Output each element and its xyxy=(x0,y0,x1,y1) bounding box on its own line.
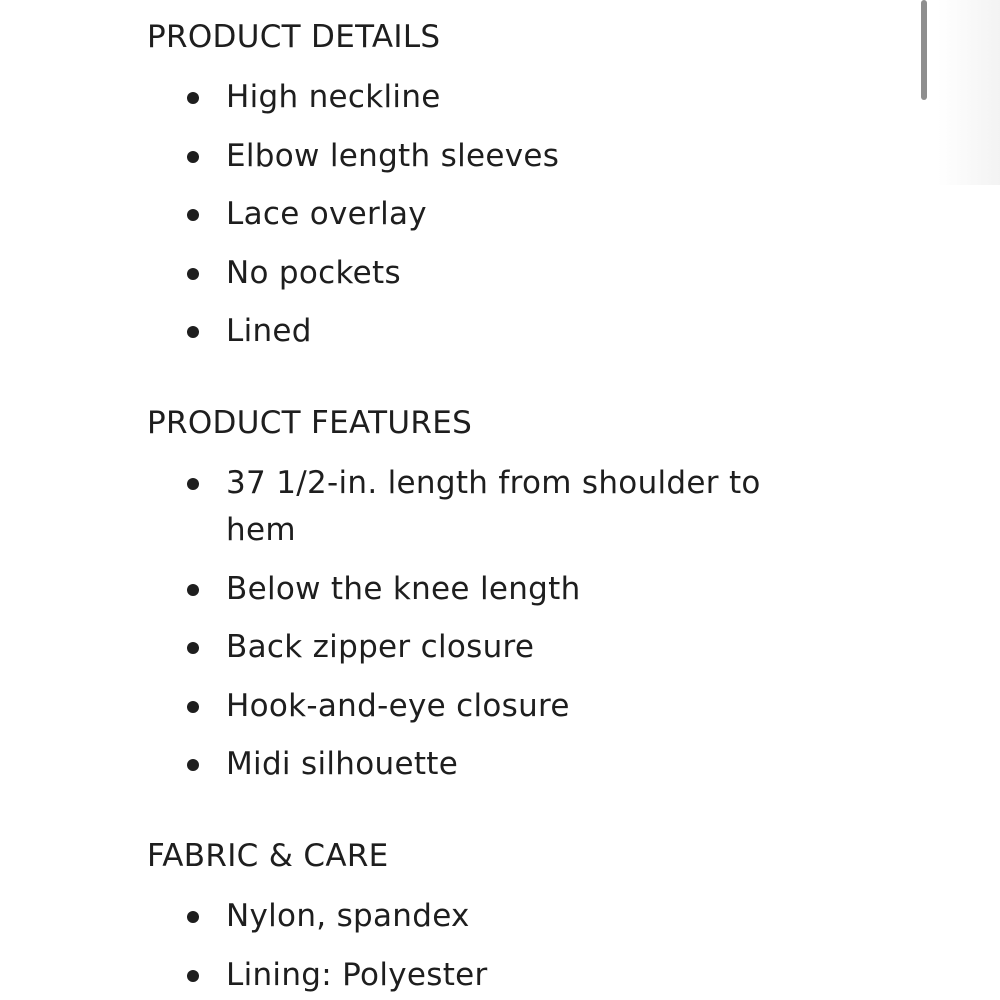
bullet-icon xyxy=(187,970,199,982)
list-item xyxy=(147,460,826,554)
list-item xyxy=(147,683,826,730)
product-details-heading: PRODUCT DETAILS xyxy=(147,19,441,55)
product-features-heading: PRODUCT FEATURES xyxy=(147,405,473,441)
list-item xyxy=(147,741,826,788)
list-item xyxy=(147,74,826,121)
product-details-list xyxy=(147,74,826,355)
list-item-text: No pockets xyxy=(226,254,401,291)
list-item xyxy=(147,624,826,671)
list-item xyxy=(147,566,826,613)
list-item xyxy=(147,952,826,999)
list-item-text: Lined xyxy=(226,313,312,349)
list-item-text: Lace overlay xyxy=(226,196,427,232)
fabric-care-section xyxy=(147,836,826,1000)
list-item xyxy=(147,250,826,297)
list-item-text: Back zipper closure xyxy=(226,629,535,665)
product-details-section xyxy=(147,17,826,367)
fabric-care-list xyxy=(147,893,826,999)
bullet-icon xyxy=(187,326,199,338)
list-item-text: Elbow length sleeves xyxy=(226,137,560,174)
bullet-icon xyxy=(187,268,199,280)
bullet-icon xyxy=(187,92,199,104)
bullet-icon xyxy=(187,911,199,923)
bullet-icon xyxy=(187,209,199,221)
list-item-text: Midi silhouette xyxy=(226,746,459,782)
list-item-text: Nylon, spandex xyxy=(226,898,470,934)
bullet-icon xyxy=(187,759,199,771)
list-item xyxy=(147,893,826,940)
edge-shadow xyxy=(938,0,1000,185)
list-item-text: 37 1/2-in. length from shoulder to hem xyxy=(226,465,761,548)
bullet-icon xyxy=(187,584,199,596)
fabric-care-heading: FABRIC & CARE xyxy=(147,838,389,874)
bullet-icon xyxy=(187,642,199,654)
scrollbar-thumb[interactable] xyxy=(921,0,927,100)
list-item-text: Below the knee length xyxy=(226,570,581,607)
product-features-list xyxy=(147,460,826,788)
bullet-icon xyxy=(187,701,199,713)
list-item xyxy=(147,191,826,238)
list-item-text: Hook-and-eye closure xyxy=(226,687,570,724)
list-item-text: High neckline xyxy=(226,79,441,115)
list-item xyxy=(147,133,826,180)
bullet-icon xyxy=(187,151,199,163)
list-item xyxy=(147,308,826,355)
product-features-section xyxy=(147,403,826,800)
list-item-text: Lining: Polyester xyxy=(226,956,488,993)
bullet-icon xyxy=(187,478,199,490)
